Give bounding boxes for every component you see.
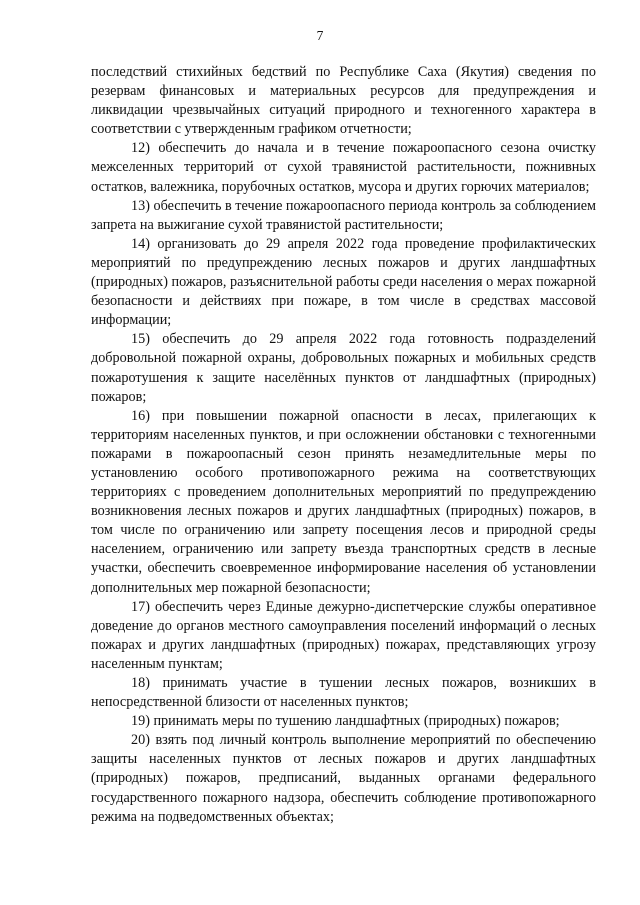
paragraph-item-16: 16) при повышении пожарной опасности в лесах, прилегающих к территориям населенных пунктов, и при осложнении обстановки с техногенными пожарами в пожароопасный сезон принять незамедлительные меры по установлению особого противопожарного режима на соответствующих территориях с проведением дополнительных мероприятий по предупреждению возникновения лесных пожаров и других ландшафтных (природных) пожаров, в том числе по ограничению или запрету посещения лесов и природной среды населением, ограничению или запрету въезда транспортных средств в лесные участки, обеспечить своевременное информирование населения об установлении дополнительных мер пожарной безопасности;: [91, 407, 596, 596]
paragraph-item-12: 12) обеспечить до начала и в течение пожароопасного сезона очистку межселенных территорий от сухой травянистой растительности, пожнивных остатков, валежника, порубочных остатков, мусора и других горючих материалов;: [91, 140, 596, 195]
paragraph-item-15: 15) обеспечить до 29 апреля 2022 года готовность подразделений добровольной пожарной охраны, добровольных пожарных и мобильных средств пожаротушения к защите населённых пунктов от ландшафтных (природных) пожаров;: [91, 331, 596, 405]
paragraph-item-18: 18) принимать участие в тушении лесных пожаров, возникших в непосредственной близости от населенных пунктов;: [91, 675, 596, 711]
document-body: [91, 63, 596, 827]
paragraph-item-14: 14) организовать до 29 апреля 2022 года проведение профилактических мероприятий по предупреждению лесных пожаров и других ландшафтных (природных) пожаров, разъяснительной работы среди населения о мерах пожарной безопасности и действиях при пожаре, в том числе в средствах массовой информации;: [91, 235, 596, 329]
paragraph-item-20: 20) взять под личный контроль выполнение мероприятий по обеспечению защиты населенных пунктов от лесных пожаров и других ландшафтных (природных) пожаров, предписаний, выданных органами федерального государственного пожарного надзора, обеспечить соблюдение противопожарного режима на подведомственных объектах;: [91, 732, 596, 825]
paragraph-continuation: последствий стихийных бедствий по Республике Саха (Якутия) сведения по резервам финансовых и материальных ресурсов для предупреждения и ликвидации чрезвычайных ситуаций природного и техногенного характера в соответствии с утвержденным графиком отчетности;: [91, 64, 596, 138]
paragraph-item-17: 17) обеспечить через Единые дежурно-диспетчерские службы оперативное доведение до органов местного самоуправления поселений информаций о лесных пожарах и других ландшафтных (природных) пожарах, представляющих угрозу населенным пунктам;: [91, 598, 596, 672]
paragraph-item-13: 13) обеспечить в течение пожароопасного периода контроль за соблюдением запрета на выжигание сухой травянистой растительности;: [91, 197, 596, 233]
page-number: 7: [316, 28, 324, 43]
paragraph-item-19: 19) принимать меры по тушению ландшафтных (природных) пожаров;: [131, 713, 560, 730]
